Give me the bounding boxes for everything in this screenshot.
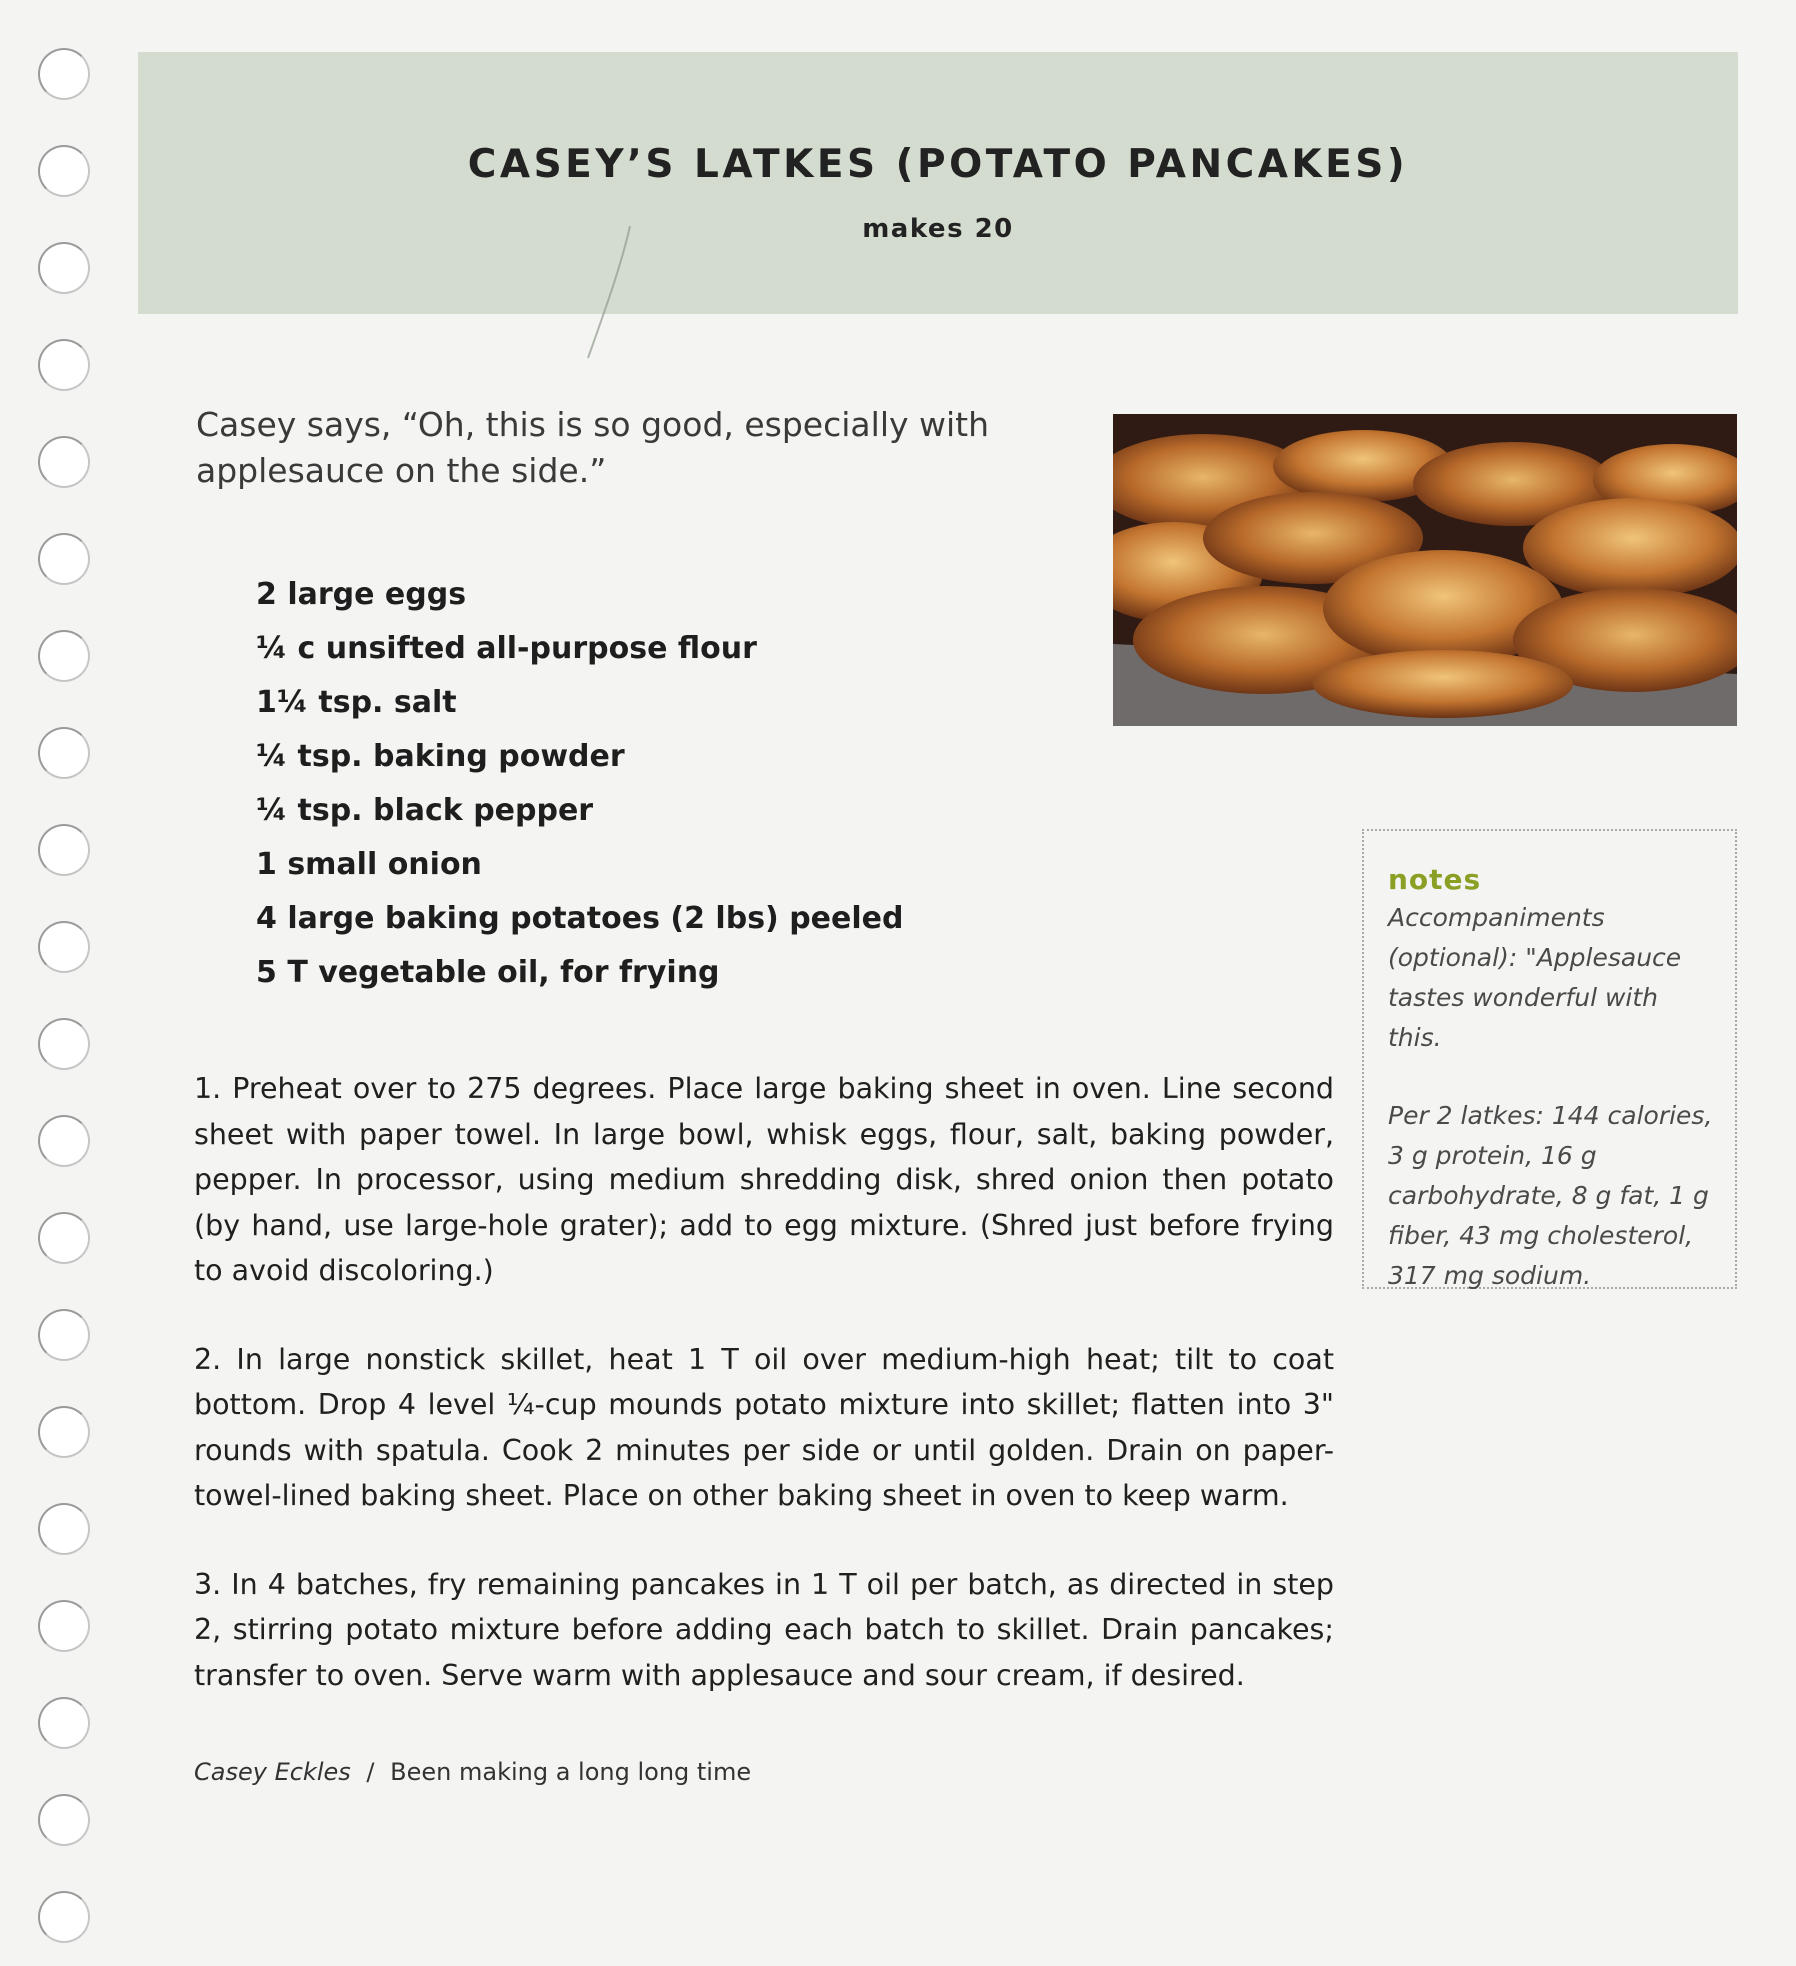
- ingredient-item: 5 T vegetable oil, for frying: [256, 955, 720, 990]
- ingredient-item: 2 large eggs: [256, 577, 467, 612]
- binder-hole: [38, 1794, 90, 1846]
- binder-hole: [38, 533, 90, 585]
- binder-holes: [38, 48, 98, 1948]
- notes-box: [1362, 829, 1737, 1289]
- notes-accompaniments: Accompaniments (optional): "Applesauce tastes wonderful with this.: [1388, 903, 1682, 1052]
- instruction-step: 2. In large nonstick skillet, heat 1 T oil over medium-high heat; tilt to coat bottom. Drop 4 level ¼-cup mounds potato mixture into skillet; flatten into 3" rounds with spatula. Cook 2 minutes per side or until golden. Drain on paper-towel-lined baking sheet. Place on other baking sheet in oven to keep warm.: [194, 1342, 1334, 1512]
- binder-hole: [38, 1406, 90, 1458]
- ingredient-item: ¼ tsp. baking powder: [256, 739, 625, 774]
- recipe-yield: makes 20: [862, 214, 1014, 244]
- ingredient-item: ¼ tsp. black pepper: [256, 793, 594, 828]
- ingredient-list: [256, 568, 1016, 1000]
- binder-hole: [38, 339, 90, 391]
- binder-hole: [38, 436, 90, 488]
- recipe-title: CASEY’S LATKES (POTATO PANCAKES): [467, 142, 1409, 187]
- instruction-step: 3. In 4 batches, fry remaining pancakes in 1 T oil per batch, as directed in step 2, stirring potato mixture before adding each batch to skillet. Drain pancakes; transfer to oven. Serve warm with applesauce and sour cream, if desired.: [194, 1567, 1334, 1692]
- binder-hole: [38, 1891, 90, 1943]
- ingredient-item: 1¼ tsp. salt: [256, 685, 457, 720]
- ingredient-item: 4 large baking potatoes (2 lbs) peeled: [256, 901, 904, 936]
- credit-note: Been making a long long time: [390, 1758, 752, 1786]
- latkes-photo: [1113, 414, 1737, 726]
- ingredient-item: 1 small onion: [256, 847, 482, 882]
- pen-stroke-mark: [578, 222, 638, 362]
- notes-nutrition: Per 2 latkes: 144 calories, 3 g protein, 16 g carbohydrate, 8 g fat, 1 g fiber, 43 mg cholesterol, 317 mg sodium.: [1388, 1101, 1713, 1290]
- binder-hole: [38, 1503, 90, 1555]
- instruction-steps: [194, 1066, 1334, 1741]
- binder-hole: [38, 1212, 90, 1264]
- binder-hole: [38, 1115, 90, 1167]
- credit-author: Casey Eckles: [194, 1758, 351, 1786]
- recipe-intro-quote: Casey says, “Oh, this is so good, especially with applesauce on the side.”: [196, 405, 990, 490]
- binder-hole: [38, 921, 90, 973]
- instruction-step: 1. Preheat over to 275 degrees. Place large baking sheet in oven. Line second sheet with paper towel. In large bowl, whisk eggs, flour, salt, baking powder, pepper. In processor, using medium shredding disk, shred onion then potato (by hand, use large-hole grater); add to egg mixture. (Shred just before frying to avoid discoloring.): [194, 1072, 1334, 1287]
- binder-hole: [38, 242, 90, 294]
- binder-hole: [38, 1697, 90, 1749]
- recipe-credit: [194, 1758, 751, 1786]
- notes-title: notes: [1388, 863, 1482, 896]
- binder-hole: [38, 824, 90, 876]
- recipe-header: [138, 52, 1738, 314]
- binder-hole: [38, 145, 90, 197]
- binder-hole: [38, 727, 90, 779]
- ingredient-item: ¼ c unsifted all-purpose flour: [256, 631, 757, 666]
- binder-hole: [38, 1018, 90, 1070]
- binder-hole: [38, 1600, 90, 1652]
- binder-hole: [38, 630, 90, 682]
- binder-hole: [38, 1309, 90, 1361]
- binder-hole: [38, 48, 90, 100]
- credit-separator: /: [366, 1758, 375, 1786]
